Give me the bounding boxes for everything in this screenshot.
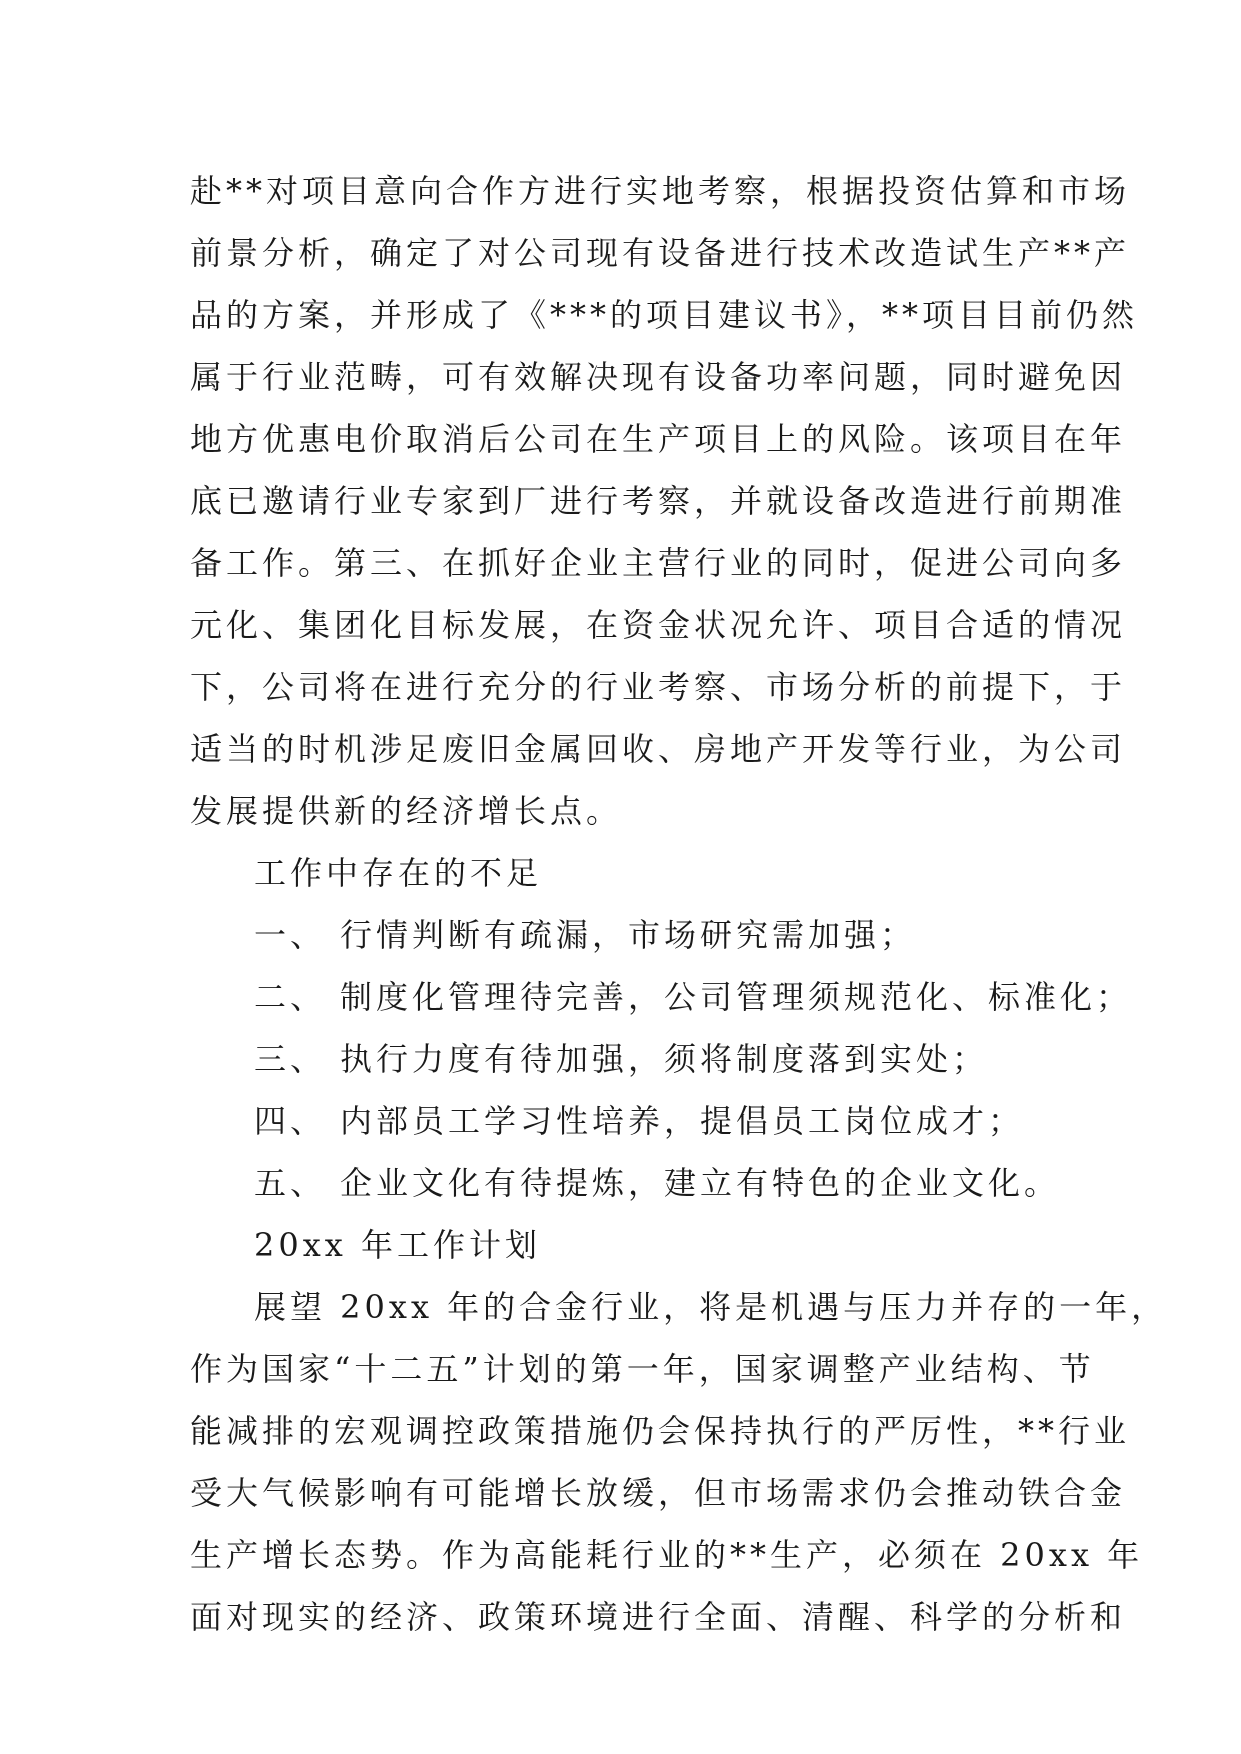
- shortcoming-item: [190, 966, 1133, 1028]
- paragraph-line: 品的方案，并形成了《***的项目建议书》，**项目目前仍然: [190, 296, 1139, 334]
- paragraph-line: 生产增长态势。作为高能耗行业的**生产，必须在 20xx 年: [190, 1536, 1144, 1574]
- paragraph-line: 发展提供新的经济增长点。: [190, 792, 623, 830]
- paragraph-line: 元化、集团化目标发展，在资金状况允许、项目合适的情况: [190, 606, 1127, 644]
- list-number: 一、: [254, 916, 327, 954]
- list-number: 二、: [254, 978, 327, 1016]
- paragraph-line: 地方优惠电价取消后公司在生产项目上的风险。该项目在年: [190, 420, 1127, 458]
- paragraph-line: 下，公司将在进行充分的行业考察、市场分析的前提下，于: [190, 668, 1127, 706]
- list-number: 三、: [254, 1040, 327, 1078]
- shortcoming-item: [190, 1152, 1070, 1214]
- paragraph-line: 面对现实的经济、政策环境进行全面、清醒、科学的分析和: [190, 1598, 1127, 1636]
- paragraph-line: 受大气候影响有可能增长放缓，但市场需求仍会推动铁合金: [190, 1474, 1127, 1512]
- list-number: 四、: [254, 1102, 327, 1140]
- paragraph-line: 能减排的宏观调控政策措施仍会保持执行的严厉性，**行业: [190, 1412, 1131, 1450]
- list-number: 五、: [254, 1164, 327, 1202]
- list-text: 内部员工学习性培养，提倡员工岗位成才；: [340, 1102, 1025, 1140]
- shortcoming-item: [190, 904, 1070, 966]
- paragraph-line: 前景分析，确定了对公司现有设备进行技术改造试生产**产: [190, 234, 1131, 272]
- paragraph-line: 赴**对项目意向合作方进行实地考察，根据投资估算和市场: [190, 172, 1131, 210]
- section-heading-shortcomings: 工作中存在的不足: [254, 854, 543, 892]
- list-text: 企业文化有待提炼，建立有特色的企业文化。: [340, 1164, 1061, 1202]
- document-body: [190, 160, 1168, 1648]
- paragraph-line: 备工作。第三、在抓好企业主营行业的同时，促进公司向多: [190, 544, 1127, 582]
- paragraph-line: 作为国家“十二五”计划的第一年，国家调整产业结构、节: [190, 1350, 1095, 1388]
- paragraph-line: 底已邀请行业专家到厂进行考察，并就设备改造进行前期准: [190, 482, 1127, 520]
- paragraph-line: 属于行业范畴，可有效解决现有设备功率问题，同时避免因: [190, 358, 1127, 396]
- paragraph-line: 适当的时机涉足废旧金属回收、房地产开发等行业，为公司: [190, 730, 1127, 768]
- section-heading-plan: 20xx 年工作计划: [254, 1226, 541, 1264]
- list-text: 执行力度有待加强，须将制度落到实处；: [340, 1040, 989, 1078]
- shortcoming-item: [190, 1090, 1070, 1152]
- list-text: 行情判断有疏漏，市场研究需加强；: [340, 916, 917, 954]
- list-text: 制度化管理待完善，公司管理须规范化、标准化；: [340, 978, 1133, 1016]
- paragraph-line: 展望 20xx 年的合金行业，将是机遇与压力并存的一年，: [254, 1288, 1168, 1326]
- shortcoming-item: [190, 1028, 1070, 1090]
